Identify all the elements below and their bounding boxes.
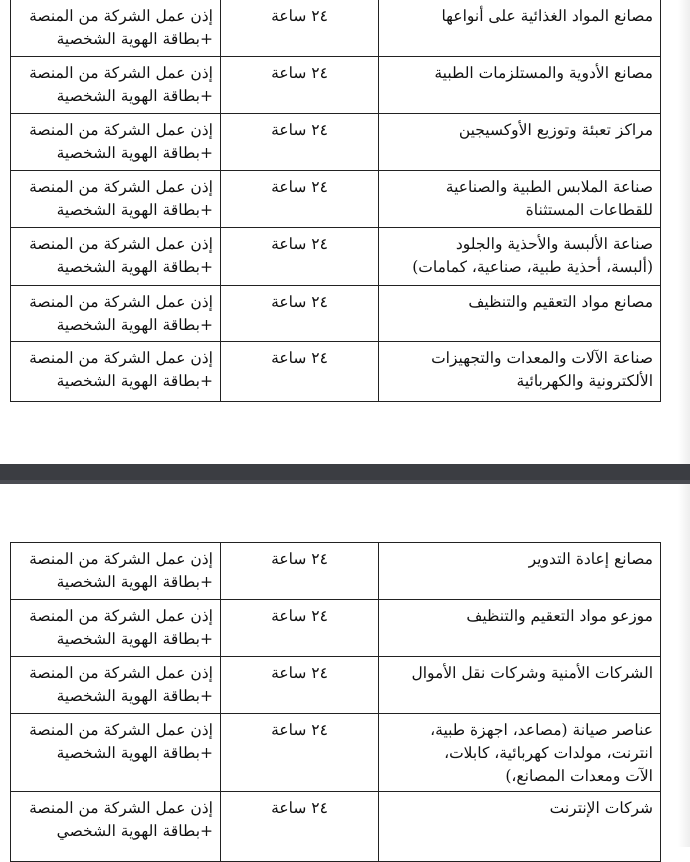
sector-line: مصانع إعادة التدوير: [528, 550, 653, 568]
sector-cell: [379, 342, 661, 402]
table-row: [11, 543, 661, 600]
permit-line: إذن عمل الشركة من المنصة: [29, 7, 213, 25]
permit-line: +بطاقة الهوية الشخصية: [56, 87, 213, 105]
hours-cell: ٢٤ ساعة: [221, 657, 379, 714]
table-row: [11, 792, 661, 862]
permit-line: +بطاقة الهوية الشخصية: [56, 316, 213, 334]
permit-line: +بطاقة الهوية الشخصية: [56, 372, 213, 390]
sector-line: مصانع المواد الغذائية على أنواعها: [441, 7, 653, 25]
permit-cell: [11, 114, 221, 171]
hours-cell: ٢٤ ساعة: [221, 228, 379, 286]
page-edge: [678, 484, 690, 847]
hours-cell: ٢٤ ساعة: [221, 600, 379, 657]
permit-cell: [11, 714, 221, 792]
table-row: [11, 228, 661, 286]
permit-cell: [11, 57, 221, 114]
sector-line: شركات الإنترنت: [549, 799, 653, 817]
permit-line: +بطاقة الهوية الشخصية: [56, 630, 213, 648]
sector-cell: [379, 600, 661, 657]
permit-line: إذن عمل الشركة من المنصة: [29, 721, 213, 739]
sector-line: عناصر صيانة (مصاعد، اجهزة طبية،: [430, 721, 653, 739]
hours-cell: ٢٤ ساعة: [221, 792, 379, 862]
permit-cell: [11, 286, 221, 342]
sector-cell: [379, 714, 661, 792]
hours-cell: ٢٤ ساعة: [221, 114, 379, 171]
permit-line: إذن عمل الشركة من المنصة: [29, 799, 213, 817]
table-row: [11, 0, 661, 57]
sector-line: مراكز تعبئة وتوزيع الأوكسيجين: [458, 121, 653, 139]
sector-cell: [379, 0, 661, 57]
permit-cell: [11, 0, 221, 57]
permit-line: إذن عمل الشركة من المنصة: [29, 121, 213, 139]
permit-line: +بطاقة الهوية الشخصية: [56, 258, 213, 276]
sector-cell: [379, 657, 661, 714]
sector-line: صناعة الألبسة والأحذية والجلود: [455, 235, 653, 253]
bottom-page-table: [10, 542, 661, 862]
sector-line: الشركات الأمنية وشركات نقل الأموال: [411, 664, 653, 682]
permit-line: إذن عمل الشركة من المنصة: [29, 349, 213, 367]
table-row: [11, 600, 661, 657]
sector-cell: [379, 286, 661, 342]
sector-line: انترنت، مولدات كهربائية، كابلات،: [444, 744, 653, 762]
permit-cell: [11, 657, 221, 714]
sector-line: الآت ومعدات المصانع،): [505, 767, 653, 785]
table-row: [11, 342, 661, 402]
sector-cell: [379, 543, 661, 600]
table-row: [11, 114, 661, 171]
hours-cell: ٢٤ ساعة: [221, 57, 379, 114]
hours-cell: ٢٤ ساعة: [221, 714, 379, 792]
sector-cell: [379, 228, 661, 286]
page-separator: [0, 464, 690, 484]
sector-line: موزعو مواد التعقيم والتنظيف: [466, 607, 653, 625]
permit-line: إذن عمل الشركة من المنصة: [29, 607, 213, 625]
hours-cell: ٢٤ ساعة: [221, 286, 379, 342]
sector-line: الألكترونية والكهربائية: [516, 372, 653, 390]
permit-cell: [11, 543, 221, 600]
table-row: [11, 286, 661, 342]
table-row: [11, 57, 661, 114]
permit-cell: [11, 342, 221, 402]
permit-line: إذن عمل الشركة من المنصة: [29, 550, 213, 568]
table-row: [11, 714, 661, 792]
hours-cell: ٢٤ ساعة: [221, 342, 379, 402]
sector-cell: [379, 57, 661, 114]
permit-line: +بطاقة الهوية الشخصية: [56, 573, 213, 591]
hours-cell: ٢٤ ساعة: [221, 171, 379, 228]
sector-cell: [379, 171, 661, 228]
sector-line: للقطاعات المستثناة: [525, 201, 653, 219]
page-edge: [678, 0, 690, 464]
permit-line: إذن عمل الشركة من المنصة: [29, 293, 213, 311]
sector-line: صناعة الآلات والمعدات والتجهيزات: [431, 349, 653, 367]
table-row: [11, 657, 661, 714]
permit-line: إذن عمل الشركة من المنصة: [29, 178, 213, 196]
sector-line: مصانع مواد التعقيم والتنظيف: [468, 293, 653, 311]
permit-cell: [11, 792, 221, 862]
sector-line: (ألبسة، أحذية طبية، صناعية، كمامات): [412, 258, 653, 276]
permit-line: +بطاقة الهوية الشخصية: [56, 687, 213, 705]
permit-line: +بطاقة الهوية الشخصية: [56, 144, 213, 162]
sector-cell: [379, 792, 661, 862]
sector-line: صناعة الملابس الطبية والصناعية: [445, 178, 653, 196]
table-row: [11, 171, 661, 228]
permit-line: +بطاقة الهوية الشخصية: [56, 201, 213, 219]
hours-cell: ٢٤ ساعة: [221, 543, 379, 600]
top-page-table: [10, 0, 661, 402]
permit-cell: [11, 171, 221, 228]
permit-line: إذن عمل الشركة من المنصة: [29, 664, 213, 682]
permit-line: +بطاقة الهوية الشخصي: [56, 822, 213, 840]
permit-cell: [11, 600, 221, 657]
permit-line: +بطاقة الهوية الشخصية: [56, 30, 213, 48]
hours-cell: ٢٤ ساعة: [221, 0, 379, 57]
sector-line: مصانع الأدوية والمستلزمات الطبية: [434, 64, 653, 82]
sector-cell: [379, 114, 661, 171]
permit-cell: [11, 228, 221, 286]
permit-line: إذن عمل الشركة من المنصة: [29, 235, 213, 253]
permit-line: +بطاقة الهوية الشخصية: [56, 744, 213, 762]
permit-line: إذن عمل الشركة من المنصة: [29, 64, 213, 82]
